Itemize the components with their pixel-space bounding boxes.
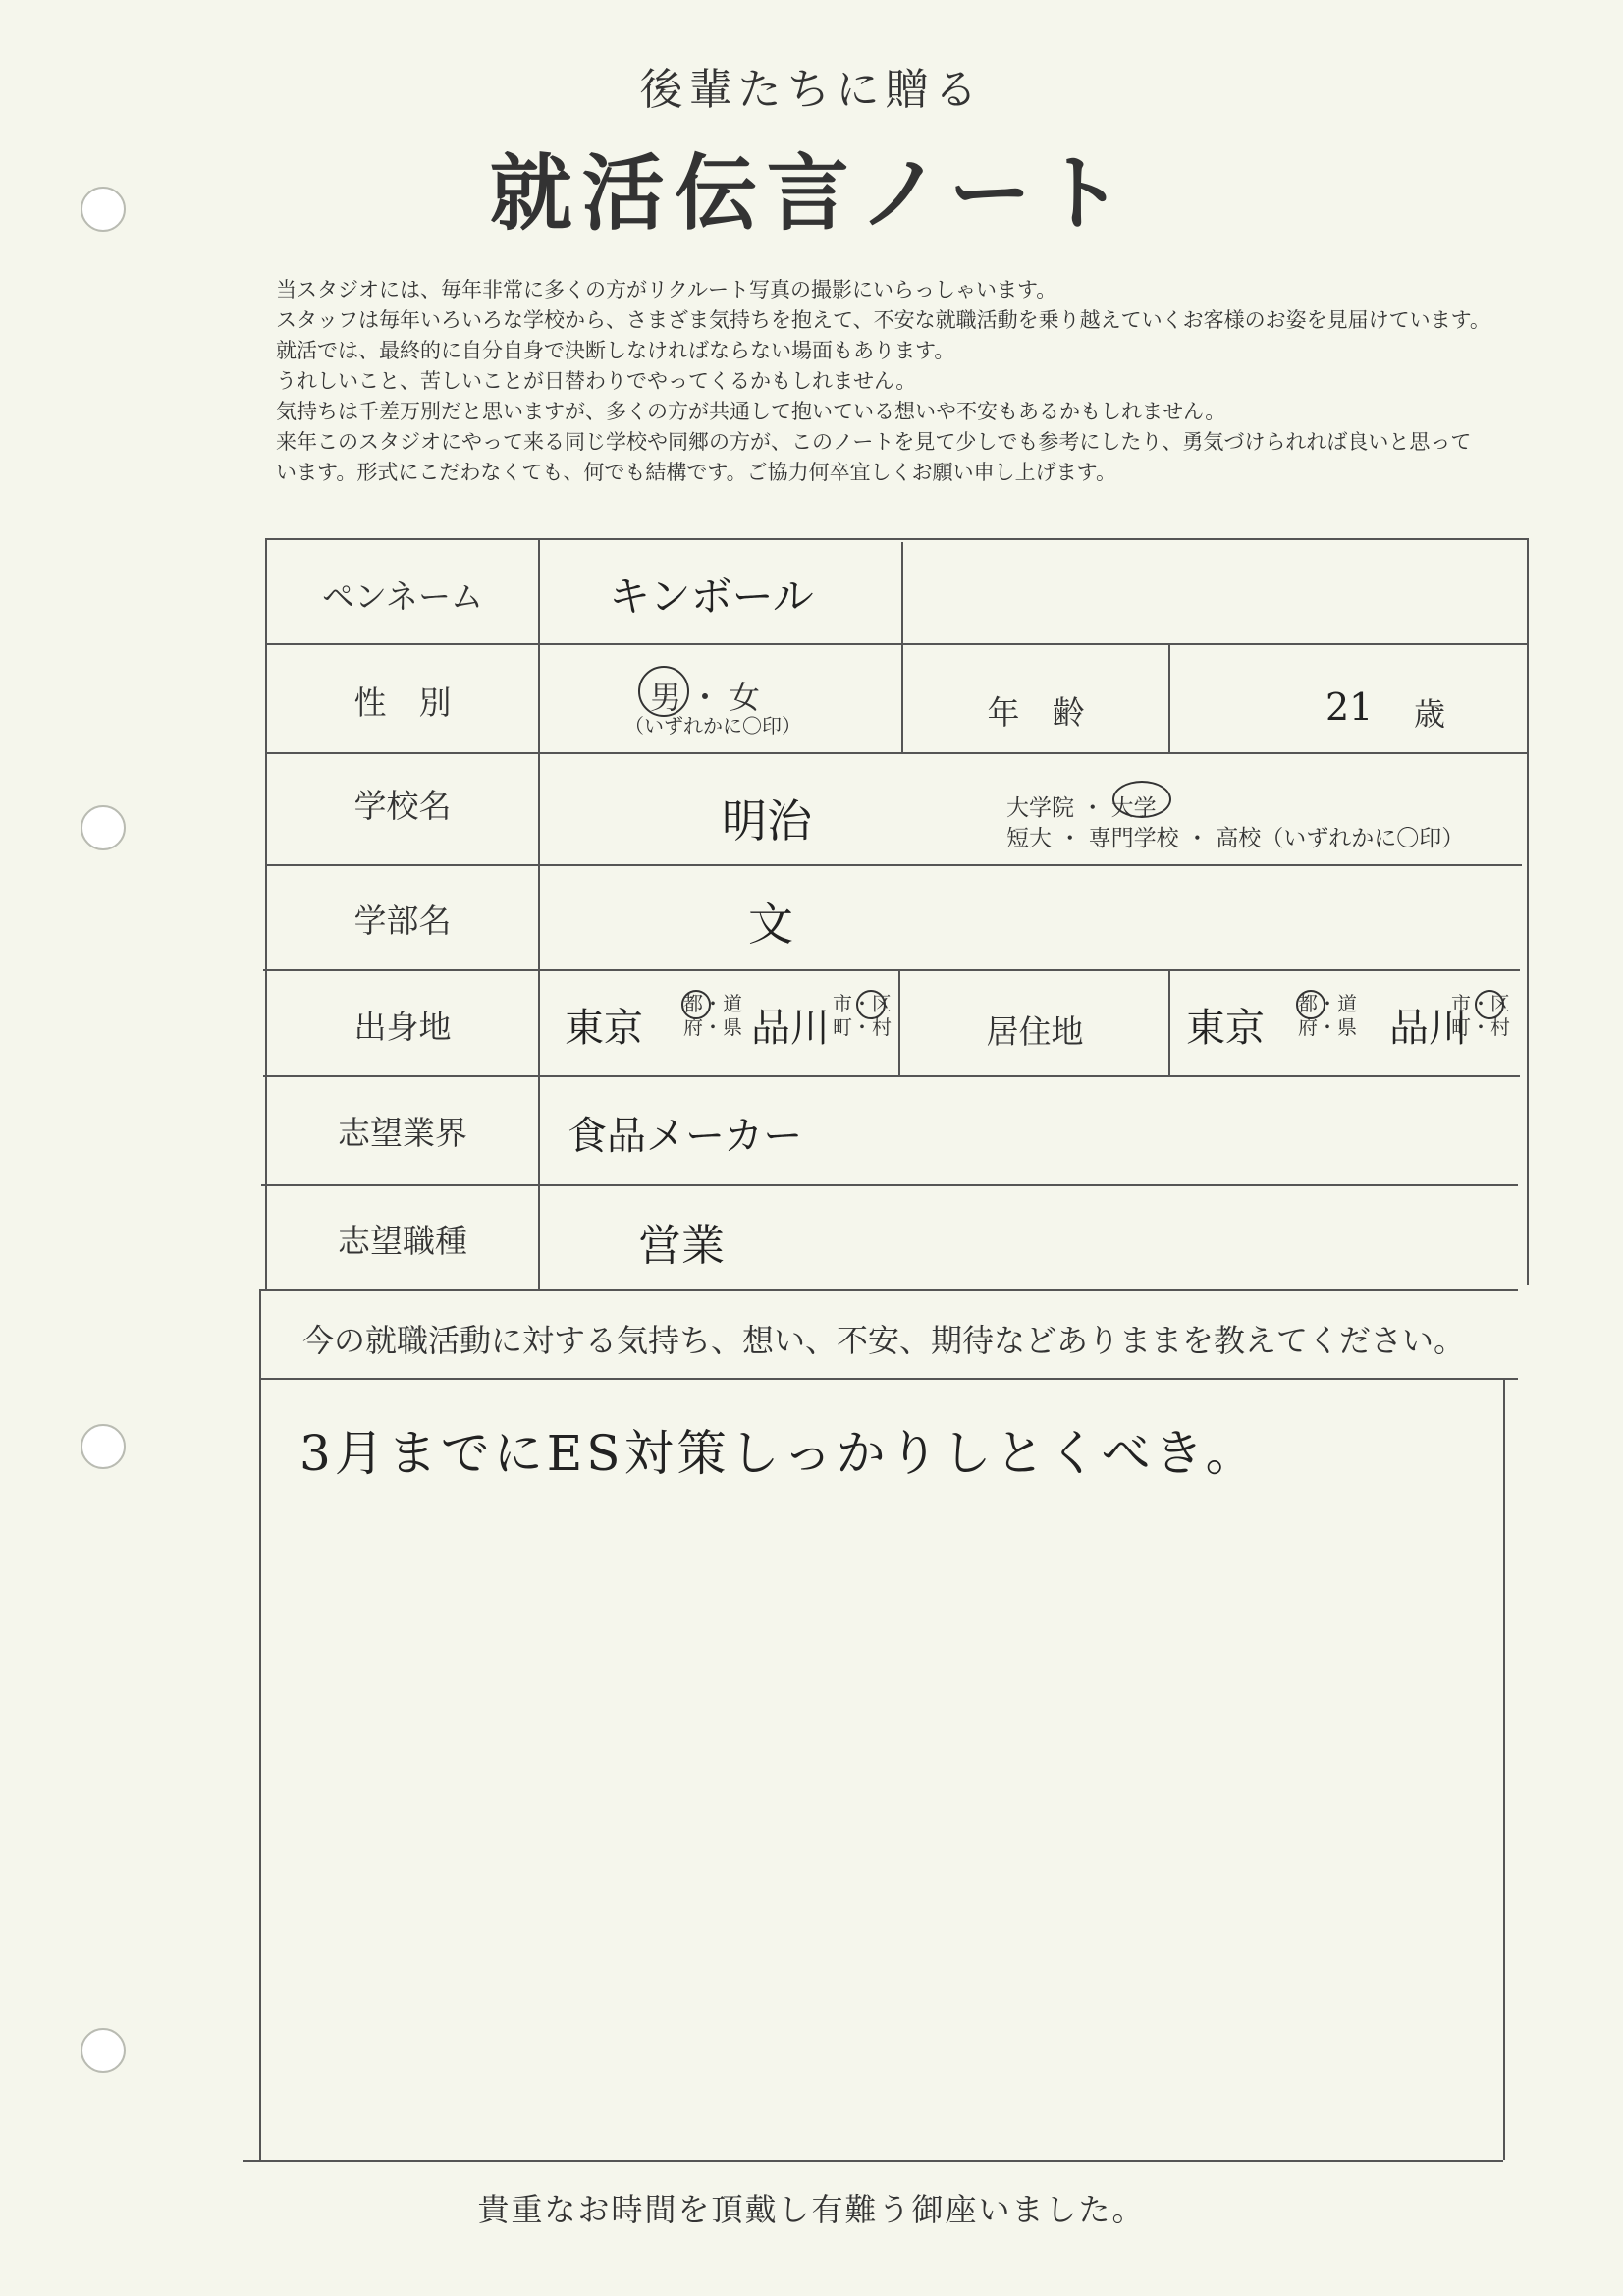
faculty-label: 学部名 (353, 902, 452, 940)
school-type-line1: 大学院 ・ 大学 (1006, 795, 1157, 821)
school-value: 明治 (722, 794, 812, 847)
hometown-city-options-2: 町・村 (833, 1015, 892, 1039)
residence-city-options (1451, 992, 1510, 1039)
binder-hole-4 (81, 2028, 126, 2073)
industry-label: 志望業界 (338, 1114, 467, 1152)
intro-text (276, 275, 1611, 488)
residence-label: 居住地 (986, 1012, 1084, 1051)
intro-line: 来年このスタジオにやって来る同じ学校や同郷の方が、このノートを見て少しでも参考にしたり、勇気づけられれば良いと思って (276, 430, 1472, 454)
hometown-pref-options (683, 992, 742, 1039)
residence-pref-options-2: 府・県 (1298, 1015, 1357, 1039)
page-title: 就活伝言ノート (489, 145, 1134, 242)
intro-line: 当スタジオには、毎年非常に多くの方がリクルート写真の撮影にいらっしゃいます。 (276, 278, 1057, 301)
age-unit: 歳 (1414, 695, 1446, 733)
hometown-label: 出身地 (353, 1008, 452, 1046)
table-rule (265, 538, 1527, 540)
hometown-pref-options-2: 府・県 (683, 1015, 742, 1039)
page-subtitle: 後輩たちに贈る (639, 65, 984, 115)
table-rule (261, 1184, 1518, 1186)
table-rule (898, 969, 900, 1075)
intro-line: います。形式にこだわなくても、何でも結構です。ご協力何卒宜しくお願い申し上げます。 (276, 461, 1116, 484)
hometown-pref-options-1: 都・道 (683, 992, 742, 1015)
table-rule (538, 538, 540, 1289)
age-value: 21 (1325, 685, 1374, 729)
hometown-city-options (833, 992, 892, 1039)
gender-options: 男・女 (650, 679, 769, 716)
intro-line: スタッフは毎年いろいろな学校から、さまざま気持ちを抱えて、不安な就職活動を乗り越えていくお客様のお姿を見届けています。 (276, 308, 1490, 332)
job-type-value: 営業 (638, 1221, 725, 1271)
school-label: 学校名 (353, 787, 452, 825)
intro-line: うれしいこと、苦しいことが日替わりでやってくるかもしれません。 (276, 369, 917, 393)
table-rule (265, 752, 1527, 754)
school-type-line2: 短大 ・ 専門学校 ・ 高校（いずれかに〇印） (1006, 826, 1465, 851)
residence-pref-options (1298, 992, 1357, 1039)
table-rule (259, 1289, 261, 2160)
intro-line: 就活では、最終的に自分自身で決断しなければならない場面もあります。 (276, 339, 955, 362)
residence-city-options-2: 町・村 (1451, 1015, 1510, 1039)
table-rule (1168, 969, 1170, 1075)
faculty-value: 文 (748, 898, 793, 951)
age-label: 年 齢 (987, 693, 1085, 732)
table-rule (263, 969, 1520, 971)
hometown-pref: 東京 (565, 1006, 643, 1051)
residence-pref: 東京 (1186, 1006, 1265, 1051)
table-rule (265, 864, 1522, 866)
table-rule (1168, 643, 1170, 752)
table-rule (265, 643, 1527, 645)
pen-name-label: ペンネーム (321, 577, 483, 616)
table-rule (259, 1378, 1518, 1380)
pen-name-value: キンボール (609, 573, 814, 621)
table-rule (259, 1289, 1518, 1291)
binder-hole-3 (81, 1424, 126, 1469)
free-text-answer: 3月までにES対策しっかりしとくべき。 (299, 1425, 1259, 1482)
job-type-label: 志望職種 (338, 1222, 467, 1260)
table-rule (243, 2160, 1503, 2162)
closing-thanks: 貴重なお時間を頂戴し有難う御座いました。 (477, 2191, 1146, 2228)
table-rule (1503, 1378, 1505, 2160)
gender-label: 性 別 (353, 683, 452, 722)
gender-note: （いずれかに〇印） (624, 714, 801, 738)
residence-pref-options-1: 都・道 (1298, 992, 1357, 1015)
table-rule (1527, 538, 1529, 1285)
hometown-city-options-1: 市・区 (833, 992, 892, 1015)
intro-line: 気持ちは千差万別だと思いますが、多くの方が共通して抱いている想いや不安もあるかもしれません。 (276, 400, 1226, 423)
binder-hole-2 (81, 805, 126, 850)
table-rule (263, 1075, 1520, 1077)
residence-city: 品川 (1389, 1006, 1468, 1051)
industry-value: 食品メーカー (568, 1114, 803, 1159)
hometown-city: 品川 (751, 1006, 830, 1051)
residence-city-options-1: 市・区 (1451, 992, 1510, 1015)
free-text-question: 今の就職活動に対する気持ち、想い、不安、期待などありままを教えてください。 (302, 1322, 1466, 1359)
